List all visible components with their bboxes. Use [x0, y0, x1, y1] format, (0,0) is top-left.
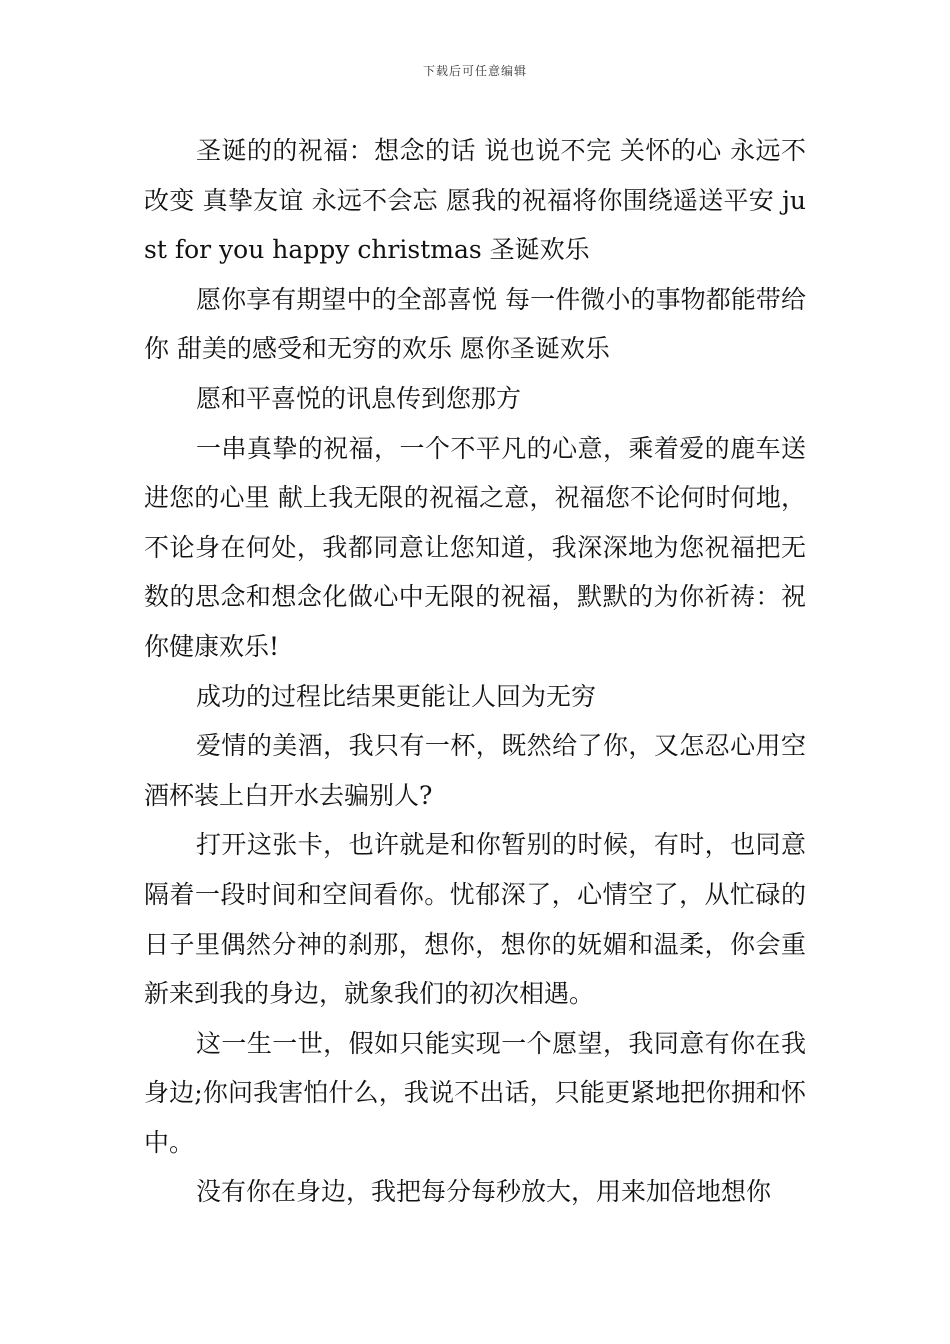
paragraph: 愿和平喜悦的讯息传到您那方	[196, 383, 522, 413]
paragraph: 爱情的美酒，我只有一杯，既然给了你，又怎忍心用空酒杯装上白开水去骗别人?	[144, 731, 806, 810]
document-body	[144, 126, 806, 1217]
paragraph: 圣诞的的祝福：想念的话 说也说不完 关怀的心 永远不改变 真挚友谊 永远不会忘 愿我的祝福将你围绕遥送平安 just for you happy christmas 圣诞欢乐	[144, 136, 806, 265]
page-header: 下载后可任意编辑	[422, 64, 527, 78]
paragraph: 一串真挚的祝福，一个不平凡的心意，乘着爱的鹿车送进您的心里 献上我无限的祝福之意，祝福您不论何时何地，不论身在何处，我都同意让您知道，我深深地为您祝福把无数的思念和想念化做心中无限的祝福，默默的为你祈祷：祝你健康欢乐!	[144, 433, 806, 661]
paragraph: 愿你享有期望中的全部喜悦 每一件微小的事物都能带给你 甜美的感受和无穷的欢乐 愿你圣诞欢乐	[144, 284, 806, 364]
paragraph: 没有你在身边，我把每分每秒放大，用来加倍地想你	[196, 1177, 772, 1207]
paragraph: 成功的过程比结果更能让人回为无穷	[196, 681, 597, 711]
paragraph: 打开这张卡，也许就是和你暂别的时候，有时，也同意隔着一段时间和空间看你。忧郁深了，心情空了，从忙碌的日子里偶然分神的刹那，想你，想你的妩媚和温柔，你会重新来到我的身边，就象我们的初次相遇。	[144, 830, 806, 1009]
paragraph: 这一生一世，假如只能实现一个愿望，我同意有你在我身边;你问我害怕什么，我说不出话，只能更紧地把你拥和怀中。	[144, 1028, 806, 1157]
